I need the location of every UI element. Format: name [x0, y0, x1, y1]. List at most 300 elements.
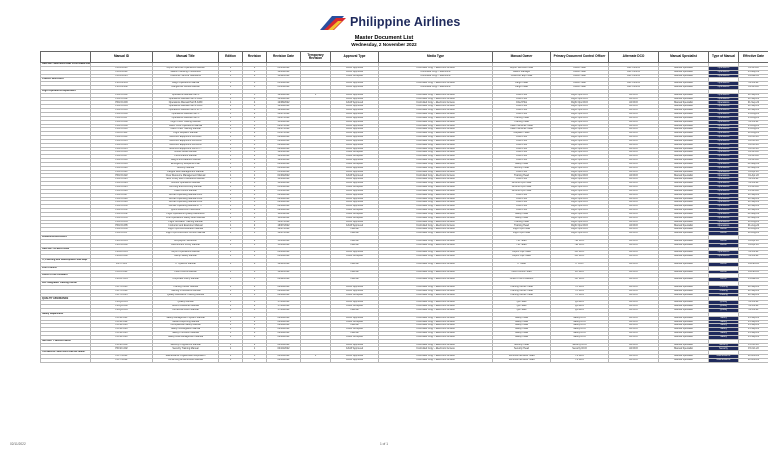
table-cell: 01-Jul-22	[739, 309, 768, 313]
table-cell: Line Operations Safety Audit Manual	[153, 216, 219, 220]
table-cell: 01-Jun-22	[739, 86, 768, 90]
table-cell: Operations	[709, 147, 739, 151]
table-cell: 2	[243, 220, 267, 224]
table-cell: Security	[709, 343, 739, 347]
table-cell: Alt DCO	[609, 293, 659, 297]
table-cell: Operations	[709, 74, 739, 78]
table-cell: Security DCO	[551, 347, 609, 351]
table-cell: Manual Specialist	[659, 159, 709, 163]
table-cell: Flight Ops DCO	[551, 197, 609, 201]
table-cell: Alt DCO	[609, 166, 659, 170]
table-cell: Technical Services Head	[493, 355, 551, 359]
table-cell: 01-Mar-22	[739, 74, 768, 78]
table-cell: Instructor and Examiner Manual	[153, 224, 219, 228]
table-cell: 15-Oct-22	[739, 343, 768, 347]
table-cell: QA DCO	[551, 301, 609, 305]
table-cell: Cabin Services Head	[493, 128, 551, 132]
table-cell: Manual Specialist	[659, 162, 709, 166]
table-cell: 1	[243, 174, 267, 178]
table-cell: Manual Specialist	[659, 251, 709, 255]
table-cell: Load Control Manual	[153, 189, 219, 193]
table-cell: Manual Specialist	[659, 155, 709, 159]
table-cell: Flight Ops DCO	[551, 228, 609, 232]
table-cell: 1	[243, 186, 267, 190]
table-cell: Alt DCO	[609, 243, 659, 247]
table-cell: Flight Ops DCO	[551, 143, 609, 147]
table-cell: Manual Specialist	[659, 220, 709, 224]
table-cell: AO DCO	[551, 251, 609, 255]
table-cell: 15-Jun-22	[739, 186, 768, 190]
table-cell: Admin	[709, 262, 739, 266]
table-cell: Flight Ops DCO	[551, 189, 609, 193]
table-cell: Manual Specialist	[659, 278, 709, 282]
table-cell: 01-Sep-22	[739, 197, 768, 201]
table-cell: CAAP Approved	[331, 82, 379, 86]
table-cell: Security Training Manual	[153, 347, 219, 351]
footer-date: 02/11/2022	[10, 442, 26, 446]
table-cell: 10/02/2022	[267, 74, 301, 78]
table-cell: 01-Sep-22	[739, 193, 768, 197]
table-cell: Manual Specialist	[659, 132, 709, 136]
table-cell: Alt DCO	[609, 193, 659, 197]
table-cell: 1	[219, 74, 243, 78]
table-cell: Controlled Copy – Electronic Access	[379, 232, 493, 236]
table-cell: Alt DCO	[609, 328, 659, 332]
table-cell: 02/08/2022	[267, 209, 301, 213]
table-cell: 2	[243, 209, 267, 213]
department-name: Flight Operations Department	[41, 89, 91, 93]
table-cell: Flight Ops DCO	[551, 205, 609, 209]
table-cell: Ground Ops Head	[493, 189, 551, 193]
table-cell: 15-Sep-22	[739, 316, 768, 320]
table-cell: 1	[219, 270, 243, 274]
table-cell: Operations	[709, 170, 739, 174]
table-cell: 1	[219, 70, 243, 74]
table-cell: 15-Oct-22	[739, 347, 768, 351]
table-cell: 29/08/2022	[267, 328, 301, 332]
table-cell: Controlled Copy – Electronic Access	[379, 105, 493, 109]
table-cell: 01/03/2022	[267, 174, 301, 178]
table-cell: Safety DCO	[551, 320, 609, 324]
table-cell: 29/08/2022	[267, 320, 301, 324]
table-cell: 15/03/2022	[267, 243, 301, 247]
table-cell: PR-FO-021	[91, 170, 153, 174]
table-cell: Operations	[709, 186, 739, 190]
table-cell: Controlled Copy – Electronic Access	[379, 97, 493, 101]
table-cell: Chief Pilot	[493, 170, 551, 174]
table-cell: Alt DCO	[609, 212, 659, 216]
table-cell: Security Manual	[153, 166, 219, 170]
table-cell: Flight Ops DCO	[551, 212, 609, 216]
table-cell: Operations	[709, 66, 739, 70]
table-cell: Alt DCO	[609, 159, 659, 163]
table-cell: CAAP Accepted	[331, 186, 379, 190]
table-cell: Security Head	[493, 343, 551, 347]
table-cell: 15-Sep-22	[739, 335, 768, 339]
table-cell: Controlled Copy – Electronic Access	[379, 139, 493, 143]
table-cell: 01-Sep-22	[739, 285, 768, 289]
table-cell: 0	[243, 74, 267, 78]
table-cell: PR-SF-002	[91, 320, 153, 324]
column-header: Temporary Revision	[301, 52, 331, 63]
table-cell: Manual Specialist	[659, 82, 709, 86]
table-cell: 1	[219, 324, 243, 328]
table-cell: Safety Head	[493, 332, 551, 336]
table-cell: 4	[243, 197, 267, 201]
table-cell: Operations Manual Part B B777	[153, 109, 219, 113]
table-cell: CAAP Approved	[331, 132, 379, 136]
table-cell: 29/08/2022	[267, 316, 301, 320]
table-cell: 01-Jul-22	[739, 305, 768, 309]
table-cell: Internal	[331, 278, 379, 282]
table-cell: Security Programme Manual	[153, 343, 219, 347]
table-cell: Security	[709, 347, 739, 351]
table-cell: 1	[219, 209, 243, 213]
table-cell: PR-FO-022	[91, 174, 153, 178]
table-cell: 2	[243, 178, 267, 182]
table-cell: PR-FO-024	[91, 182, 153, 186]
table-cell: Weight and Balance Manual	[153, 159, 219, 163]
table-cell: Flight Ops DCO	[551, 178, 609, 182]
table-cell: 1	[219, 159, 243, 163]
table-cell: Controlled Copy – Electronic Access	[379, 216, 493, 220]
table-cell: 01-Feb-22	[739, 262, 768, 266]
table-cell: 2	[243, 251, 267, 255]
table-cell: 01-Aug-22	[739, 220, 768, 224]
table-cell: 1	[219, 224, 243, 228]
table-cell: Controlled Copy – Electronic Access	[379, 301, 493, 305]
table-cell: PR-FO-006	[91, 112, 153, 116]
table-cell: PR-AS-003	[91, 74, 153, 78]
table-cell: Cabin Crew Operations Manual	[153, 124, 219, 128]
table-cell: Flight Ops DCO	[551, 105, 609, 109]
table-cell: PR-FO-007	[91, 116, 153, 120]
table-cell: 1	[219, 116, 243, 120]
table-cell: Flight Ops DCO	[551, 139, 609, 143]
airline-logo-icon	[318, 14, 348, 32]
table-cell: Safety Head	[493, 335, 551, 339]
table-cell: 1	[243, 166, 267, 170]
table-cell: 01-Jul-22	[739, 82, 768, 86]
table-cell: 2	[243, 189, 267, 193]
table-cell: Safety	[709, 316, 739, 320]
table-cell: Controlled Copy – Electronic Access	[379, 155, 493, 159]
table-cell: Manual Specialist	[659, 316, 709, 320]
table-cell: Quality	[709, 309, 739, 313]
table-cell: Audit Procedures Manual	[153, 305, 219, 309]
table-cell: 18/04/2022	[267, 70, 301, 74]
table-cell: PR-HR-002	[91, 243, 153, 247]
table-cell: Maintenance Organization Exposition	[153, 355, 219, 359]
table-cell: Manual Specialist	[659, 347, 709, 351]
table-cell: Flight Ops DCO	[551, 136, 609, 140]
table-cell: 09/09/2022	[267, 147, 301, 151]
table-cell: CAAP Accepted	[331, 209, 379, 213]
table-cell: Flight Ops DCO	[551, 193, 609, 197]
table-cell: Doc Control	[609, 66, 659, 70]
table-cell: Operations	[709, 166, 739, 170]
table-cell: PR-SF-004	[91, 328, 153, 332]
table-cell: Alt DCO	[609, 305, 659, 309]
table-cell: Controlled Copy – Electronic Access	[379, 243, 493, 247]
table-cell: CAAP Approved	[331, 124, 379, 128]
table-cell: Employee Handbook	[153, 239, 219, 243]
table-cell: Operations	[709, 209, 739, 213]
table-cell: 1	[243, 212, 267, 216]
table-cell: 4	[243, 143, 267, 147]
table-cell: Controlled Copy – Electronic Access	[379, 120, 493, 124]
table-cell: Controlled Copy – Electronic Access	[379, 151, 493, 155]
table-cell: 1	[243, 228, 267, 232]
table-cell: 1	[219, 189, 243, 193]
table-cell: Alt DCO	[609, 93, 659, 97]
table-cell: 1	[219, 251, 243, 255]
table-cell: Flight Ops DCO	[551, 155, 609, 159]
table-cell: 29/08/2022	[267, 324, 301, 328]
table-cell: CAAP Approved	[331, 285, 379, 289]
table-cell: CAAP Approved	[331, 139, 379, 143]
table-cell: Admin	[709, 278, 739, 282]
table-cell: CAAP Approved	[331, 197, 379, 201]
table-cell: 4	[243, 358, 267, 362]
table-cell: Alt DCO	[609, 112, 659, 116]
table-cell: Operations	[709, 97, 739, 101]
table-cell: Operations	[709, 212, 739, 216]
table-cell: 0	[243, 216, 267, 220]
table-cell: Airport Services Operations Manual	[153, 66, 219, 70]
table-cell: PR-FO-034	[91, 220, 153, 224]
table-cell: Manual Specialist	[659, 243, 709, 247]
table-cell: Alt DCO	[609, 347, 659, 351]
table-cell: Manual Specialist	[659, 186, 709, 190]
department-name: QUALITY ASSURANCE	[41, 297, 91, 301]
table-cell: 08/08/2022	[267, 289, 301, 293]
table-cell: 12/01/2022	[267, 270, 301, 274]
column-header: Edition	[219, 52, 243, 63]
table-cell: Safety Head	[493, 316, 551, 320]
table-cell: 15-Aug-22	[739, 112, 768, 116]
table-cell: PR-SF-006	[91, 335, 153, 339]
table-cell: 02/08/2022	[267, 201, 301, 205]
table-cell: 1	[219, 316, 243, 320]
table-cell: Alt DCO	[609, 147, 659, 151]
table-cell: Ground Ops Head	[493, 182, 551, 186]
table-cell: Chief Pilot	[493, 197, 551, 201]
table-cell: Manual Specialist	[659, 205, 709, 209]
table-cell: Safety Head	[493, 212, 551, 216]
table-cell: Training Center Head	[493, 289, 551, 293]
table-cell: Customer Service Standards	[153, 74, 219, 78]
table-cell: 17/06/2022	[267, 305, 301, 309]
table-cell: Alt DCO	[609, 178, 659, 182]
table-cell: Operations	[709, 155, 739, 159]
table-cell: PR-FO-020	[91, 166, 153, 170]
table-cell: 1	[219, 128, 243, 132]
table-cell: CAAP Approved	[331, 66, 379, 70]
table-cell: Operations	[709, 93, 739, 97]
table-cell: CAAP Approved	[331, 93, 379, 97]
table-cell: Admin	[709, 243, 739, 247]
table-cell: PR-FO-023	[91, 178, 153, 182]
column-header: Manual Specialist	[659, 52, 709, 63]
table-cell: CAAP Accepted	[331, 216, 379, 220]
table-cell: CAAP Approved	[331, 182, 379, 186]
table-cell: Operations	[709, 216, 739, 220]
table-cell: CAAP Approved	[331, 159, 379, 163]
table-cell: Alt DCO	[609, 220, 659, 224]
table-cell: Safety Head	[493, 328, 551, 332]
table-cell: 1	[243, 162, 267, 166]
table-cell: 30/07/2022	[267, 116, 301, 120]
table-cell: CAAP Accepted	[331, 212, 379, 216]
table-cell: CAAP Accepted	[331, 293, 379, 297]
table-cell: Alt DCO	[609, 278, 659, 282]
table-cell: 2	[243, 155, 267, 159]
table-cell: Manual Specialist	[659, 70, 709, 74]
table-cell: 15-Aug-22	[739, 116, 768, 120]
column-header: Manual Owner	[493, 52, 551, 63]
table-cell: Performance Manual	[153, 155, 219, 159]
table-cell: 1	[219, 335, 243, 339]
table-cell: 01-Oct-22	[739, 143, 768, 147]
table-cell: 1	[243, 328, 267, 332]
table-cell: OP DCO	[551, 278, 609, 282]
table-cell: Quality Manual	[153, 301, 219, 305]
table-cell: Operations	[709, 151, 739, 155]
table-cell: 01-Jun-22	[739, 66, 768, 70]
brand-name: Philippine Airlines	[350, 15, 461, 29]
table-cell: Flight Ops DCO	[551, 128, 609, 132]
table-cell: PR-FO-014	[91, 143, 153, 147]
table-cell: CAAP Approved	[331, 251, 379, 255]
table-cell: 1	[243, 309, 267, 313]
table-cell: Chief Pilot	[493, 97, 551, 101]
table-cell: 04/10/2022	[267, 343, 301, 347]
table-cell: Operations	[709, 205, 739, 209]
table-cell: Alt DCO	[609, 139, 659, 143]
table-cell: Dispatch Head	[493, 132, 551, 136]
table-cell: HR DCO	[551, 243, 609, 247]
table-cell: Training Procedures Manual	[153, 289, 219, 293]
table-cell: Controlled Copy – Electronic	[379, 74, 493, 78]
table-cell: Quality Assurance Training Manual	[153, 293, 219, 297]
table-cell: Alt DCO	[609, 109, 659, 113]
table-cell: Flight Ops DCO	[551, 216, 609, 220]
table-cell: CAAP Accepted	[331, 335, 379, 339]
table-cell: Chief Pilot	[493, 139, 551, 143]
table-cell: 1	[219, 255, 243, 259]
table-cell: Alt DCO	[609, 205, 659, 209]
table-cell: Manual Specialist	[659, 97, 709, 101]
table-cell: CAAP Approved	[331, 116, 379, 120]
table-cell: 20/10/2022	[267, 355, 301, 359]
table-cell: Chief Pilot	[493, 147, 551, 151]
table-cell: Manual Specialist	[659, 262, 709, 266]
table-cell: 2	[243, 285, 267, 289]
table-cell: 21/06/2022	[267, 82, 301, 86]
table-cell: 1	[219, 212, 243, 216]
table-cell: Alt DCO	[609, 120, 659, 124]
table-cell: Chief Pilot	[493, 201, 551, 205]
table-cell: 1	[219, 301, 243, 305]
table-cell: CAAP Approved	[331, 170, 379, 174]
table-cell: CAAP Approved	[331, 355, 379, 359]
table-cell: CAAP Approved	[331, 289, 379, 293]
table-cell: Operations Manual Part D	[153, 116, 219, 120]
table-cell: Controlled Copy – Electronic Access	[379, 116, 493, 120]
table-cell: Controlled Copy – Electronic Access	[379, 293, 493, 297]
table-cell: Operations	[709, 132, 739, 136]
table-cell: 01-Apr-22	[739, 174, 768, 178]
table-cell: Admin	[709, 239, 739, 243]
table-cell: Flight Ops DCO	[551, 93, 609, 97]
table-cell: Operations	[709, 197, 739, 201]
column-header: Revision	[243, 52, 267, 63]
table-cell: CAAP Approved	[331, 120, 379, 124]
table-cell: 5	[243, 139, 267, 143]
table-cell: PR-TS-001	[91, 355, 153, 359]
table-cell: Alt DCO	[609, 128, 659, 132]
table-cell: Ramp Safety Manual	[153, 255, 219, 259]
table-cell: CAAP Accepted	[331, 151, 379, 155]
table-cell: Airport Services Head	[493, 66, 551, 70]
table-cell: CAAP Approved	[331, 136, 379, 140]
table-cell: 1	[243, 70, 267, 74]
table-cell: Manual Specialist	[659, 128, 709, 132]
table-cell: Operations	[709, 178, 739, 182]
table-cell: 1	[219, 93, 243, 97]
table-cell: 02/08/2022	[267, 193, 301, 197]
table-cell: 1	[301, 93, 331, 97]
table-cell: PR-FO-008	[91, 120, 153, 124]
table-cell: 1	[219, 216, 243, 220]
table-cell: 1	[219, 120, 243, 124]
table-cell: 2	[243, 239, 267, 243]
table-cell: Alt DCO	[609, 262, 659, 266]
table-cell: Controlled Copy – Electronic Access	[379, 212, 493, 216]
table-cell: Controlled Copy – Electronic Access	[379, 262, 493, 266]
column-header: Primary Document Control Officer	[551, 52, 609, 63]
table-cell: 01-Jun-22	[739, 155, 768, 159]
table-cell: Training	[709, 293, 739, 297]
table-cell: Chief Pilot	[493, 109, 551, 113]
table-cell: 2	[243, 66, 267, 70]
table-cell: Safety Head	[493, 320, 551, 324]
table-cell: 6	[243, 136, 267, 140]
table-cell: 2	[243, 224, 267, 228]
table-cell: 1	[219, 193, 243, 197]
table-cell: Aircraft Operating Manual A330	[153, 197, 219, 201]
table-cell: Manual Specialist	[659, 136, 709, 140]
department-name: TECHNICAL SERVICES DEPARTMENT	[41, 351, 91, 355]
table-cell: 12/08/2022	[267, 97, 301, 101]
table-cell: Controlled Copy – Electronic Access	[379, 209, 493, 213]
table-cell: PR-FO-027	[91, 193, 153, 197]
table-cell: 12/08/2022	[267, 101, 301, 105]
table-cell: 2	[243, 305, 267, 309]
table-cell: 01-May-22	[739, 166, 768, 170]
table-cell: PR-FO-015	[91, 147, 153, 151]
table-cell: De-icing and Anti-icing Manual	[153, 186, 219, 190]
table-cell: Operations	[709, 109, 739, 113]
table-cell: 1	[243, 243, 267, 247]
table-cell: Doc Control	[609, 74, 659, 78]
table-cell: CAAP Approved	[331, 358, 379, 362]
table-cell: Internal	[331, 270, 379, 274]
table-cell: 2	[243, 320, 267, 324]
table-cell: Controlled Copy – Electronic Access	[379, 347, 493, 351]
table-cell: 1	[219, 355, 243, 359]
